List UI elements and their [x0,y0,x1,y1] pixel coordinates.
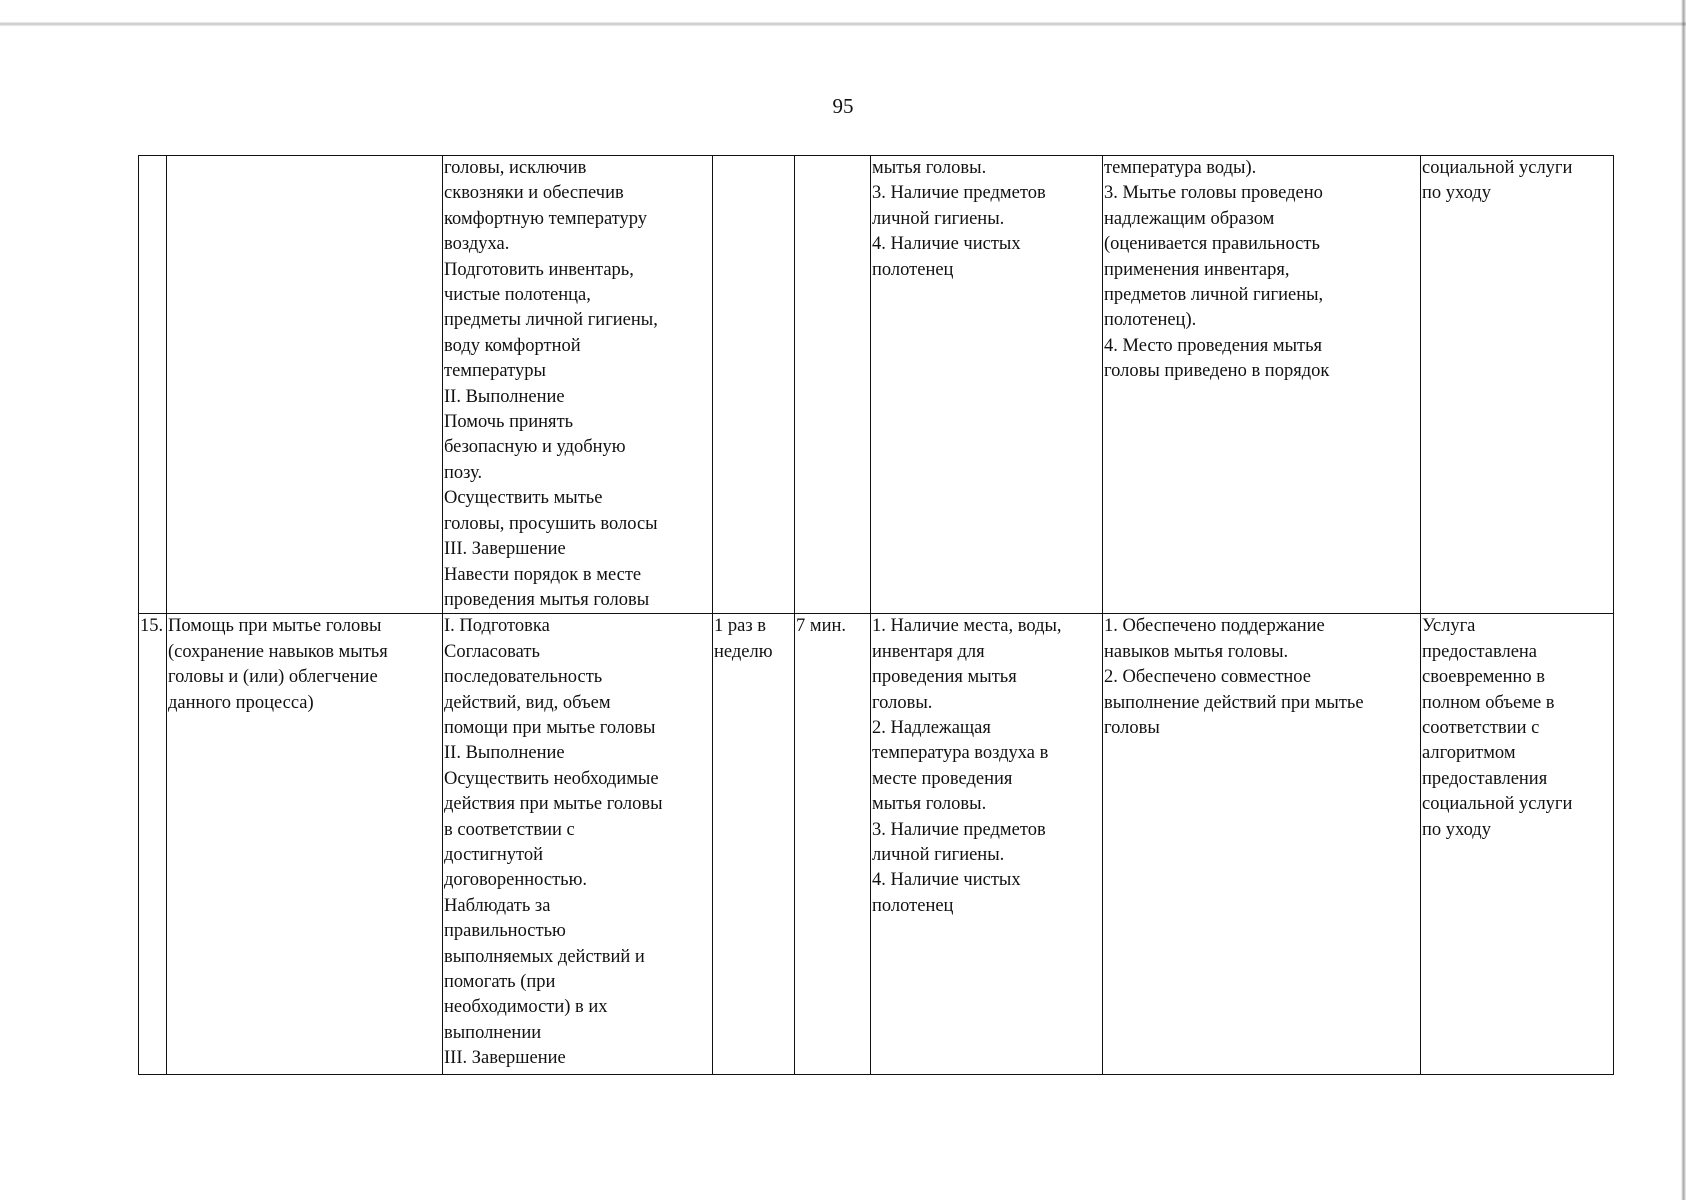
duration-cell: 7 мин. [795,614,871,1075]
frequency-cell [713,156,795,614]
service-name-cell: Помощь при мытье головы (сохранение навыков мытья головы и (или) облегчение данного процесса) [167,614,443,1075]
table-row [139,156,1614,614]
table-row [139,614,1614,1075]
page-number: 95 [832,94,854,118]
scan-edge-top [0,22,1686,26]
scan-edge-right [1681,0,1686,1200]
procedure-cell: головы, исключив сквозняки и обеспечив комфортную температуру воздуха. Подготовить инвентарь, чистые полотенца, предметы личной гигиены, воду комфортной температуры II. Выполнение Помочь принять безопасную и удобную позу. Осуществить мытье головы, просушить волосы III. Завершение Навести порядок в месте проведения мытья головы [443,156,713,614]
quality-indicators-cell: 1. Обеспечено поддержание навыков мытья головы. 2. Обеспечено совместное выполнение действий при мытье головы [1103,614,1421,1075]
evaluation-cell: социальной услуги по уходу [1421,156,1614,614]
row-number [139,156,167,614]
row-number: 15. [139,614,167,1075]
service-standards-table [138,155,1614,1075]
frequency-cell: 1 раз в неделю [713,614,795,1075]
conditions-cell: 1. Наличие места, воды, инвентаря для проведения мытья головы. 2. Надлежащая температура воздуха в месте проведения мытья головы. 3. Наличие предметов личной гигиены. 4. Наличие чистых полотенец [871,614,1103,1075]
quality-indicators-cell: температура воды). 3. Мытье головы проведено надлежащим образом (оценивается правильность применения инвентаря, предметов личной гигиены, полотенец). 4. Место проведения мытья головы приведено в порядок [1103,156,1421,614]
service-name-cell [167,156,443,614]
procedure-cell: I. Подготовка Согласовать последовательность действий, вид, объем помощи при мытье головы II. Выполнение Осуществить необходимые действия при мытье головы в соответствии с достигнутой договоренностью. Наблюдать за правильностью выполняемых действий и помогать (при необходимости) в их выполнении III. Завершение [443,614,713,1075]
conditions-cell: мытья головы. 3. Наличие предметов личной гигиены. 4. Наличие чистых полотенец [871,156,1103,614]
duration-cell [795,156,871,614]
evaluation-cell: Услуга предоставлена своевременно в полном объеме в соответствии с алгоритмом предоставления социальной услуги по уходу [1421,614,1614,1075]
